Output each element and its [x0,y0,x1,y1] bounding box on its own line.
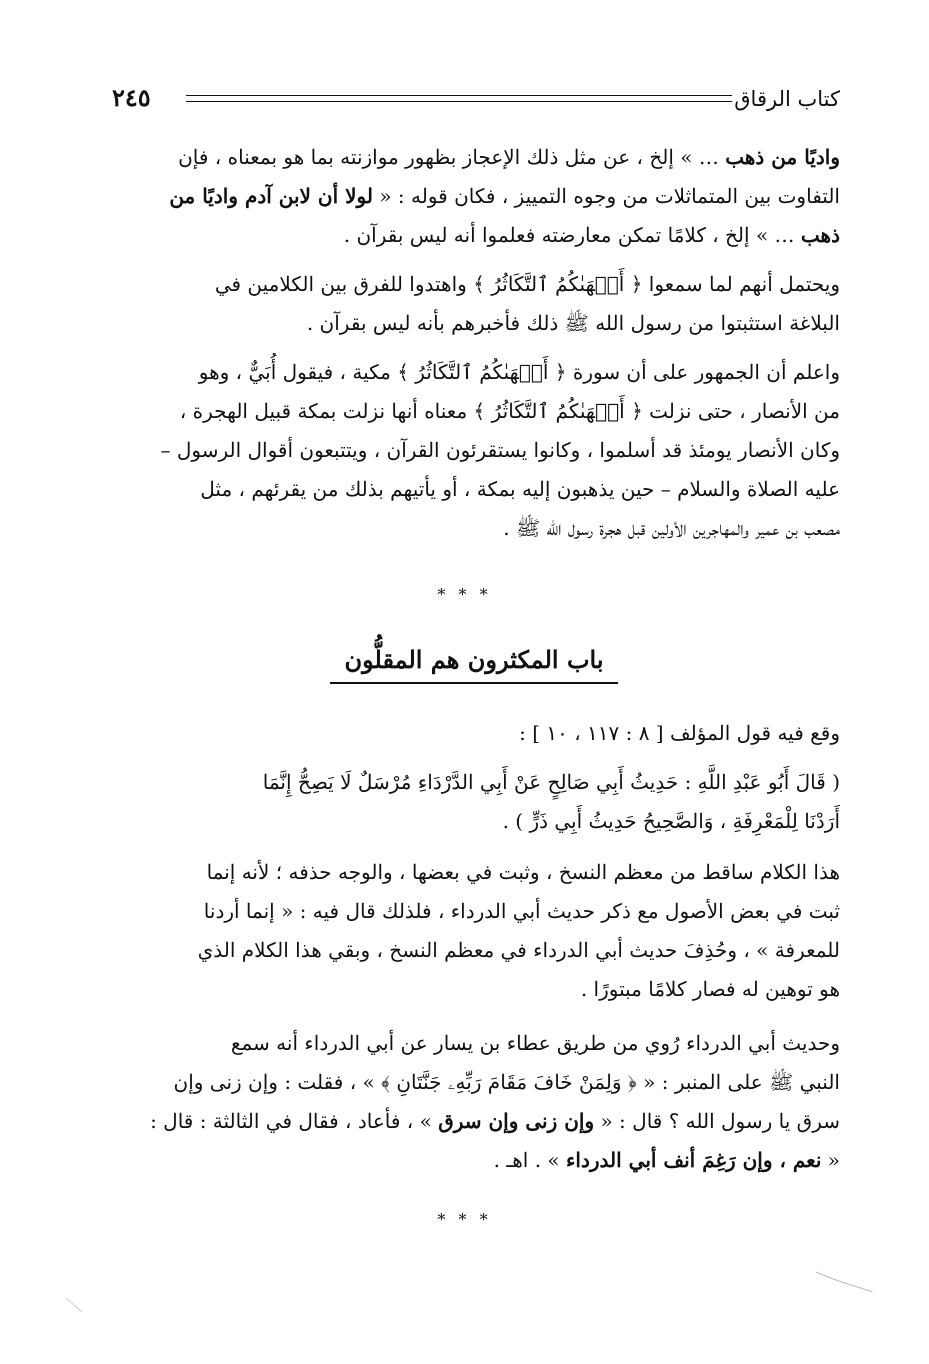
text-line [112,353,840,392]
text-line [112,1102,840,1141]
text-run: وكان الأنصار يومئذ قد أسلموا ، وكانوا يستقرئون القرآن ، ويتتبعون أقوال الرسول – [160,438,840,462]
text-line [112,970,840,1009]
bold-phrase: لولا أن لابن آدم واديًا من [169,184,373,208]
page-number: ٢٤٥ [112,83,151,112]
text-line [112,216,840,255]
header-double-rule [186,95,732,102]
section-separator-2: * * * [437,1210,492,1229]
chapter-title-underline [330,682,618,684]
text-run: … » إلخ ، عن مثل ذلك الإعجاز بظهور موازنته بما هو بمعناه ، فإن [178,145,726,169]
paragraph-1 [112,138,840,255]
text-run: النبي ﷺ على المنبر : « ﴿ وَلِمَنْ خَافَ مَقَامَ رَبِّهِۦ جَنَّتَانِ ﴾ » ، فقلت : وإن زنى وإن [173,1070,840,1094]
text-run: عليه الصلاة والسلام – حين يذهبون إليه بمكة ، أو يأتيهم بذلك من يقرئهم ، مثل [200,477,840,501]
paragraph-7 [112,1024,840,1180]
text-line [112,1141,840,1180]
bold-phrase: واديًا من ذهب [725,145,840,169]
text-run: وقع فيه قول المؤلف [ ٨ : ١١٧ ، ١٠ ] : [519,721,840,745]
text-line [112,509,840,548]
paragraph-5-quote [112,763,840,841]
text-run: البلاغة استثبتوا من رسول الله ﷺ ذلك فأخبرهم بأنه ليس بقرآن . [306,311,840,335]
text-run: التفاوت بين المتماثلات من وجوه التمييز ، فكان قوله : « [372,184,840,208]
text-line [112,470,840,509]
text-line [112,931,840,970]
text-line [112,714,840,753]
text-run: سرق يا رسول الله ؟ قال : « [594,1109,840,1133]
text-line [112,177,840,216]
text-run: ثبت في بعض الأصول مع ذكر حديث أبي الدرداء ، فلذلك قال فيه : « إنما أردنا [203,899,840,923]
text-line [112,802,840,841]
text-run: وحديث أبي الدرداء رُوي من طريق عطاء بن يسار عن أبي الدرداء أنه سمع [230,1031,840,1055]
text-line [112,265,840,304]
chapter-title: باب المكثرون هم المقلُّون [344,645,604,674]
text-line [112,892,840,931]
text-line [112,304,840,343]
text-line [112,431,840,470]
text-run: من الأنصار ، حتى نزلت ﴿ أَلۡهَىٰكُمُ ٱلتَّكَاثُرُ ﴾ معناه أنها نزلت بمكة قبيل الهجرة ، [179,399,840,423]
text-run: هو توهين له فصار كلامًا مبتورًا . [580,977,840,1001]
text-line [112,138,840,177]
paragraph-3 [112,353,840,548]
text-line [112,853,840,892]
bold-phrase: وإن زنى وإن سرق [438,1109,595,1133]
text-line [112,1024,840,1063]
text-run: مصعب بن عمير والمهاجرين الأولين قبل هجرة رسول الله ﷺ . [503,516,840,540]
text-line [112,392,840,431]
text-run: للمعرفة » ، وحُذِفَ حديث أبي الدرداء في معظم النسخ ، وبقي هذا الكلام الذي [197,938,840,962]
text-run: » . اهـ . [493,1148,567,1172]
text-line [112,763,840,802]
scan-mark [64,1296,84,1314]
text-run: ( قَالَ أَبُو عَبْدِ اللَّهِ : حَدِيثُ أَبِي صَالِحٍ عَنْ أَبِي الدَّرْدَاءِ مُرْسَلٌ لَا يَصِحُّ إِنَّمَا [262,770,840,794]
paragraph-4 [112,714,840,753]
bold-phrase: ذهب [800,223,840,247]
text-run: ويحتمل أنهم لما سمعوا ﴿ أَلۡهَىٰكُمُ ٱلتَّكَاثُرُ ﴾ واهتدوا للفرق بين الكلامين في [214,272,840,296]
text-run: واعلم أن الجمهور على أن سورة ﴿ أَلۡهَىٰكُمُ ٱلتَّكَاثُرُ ﴾ مكية ، فيقول أُبَيٌّ ، وهو [198,360,840,384]
text-run: أَرَدْنَا لِلْمَعْرِفَةِ ، وَالصَّحِيحُ حَدِيثُ أَبِي ذَرٍّ ) . [502,809,840,833]
text-run: » ، فأعاد ، فقال في الثالثة : قال : [150,1109,439,1133]
text-run: « [821,1148,840,1172]
bold-phrase: نعم ، وإن رَغِمَ أنف أبي الدرداء [566,1148,822,1172]
header-title: كتاب الرقاق [734,87,840,111]
section-separator-1: * * * [437,585,492,604]
paragraph-2 [112,265,840,343]
text-run: … » إلخ ، كلامًا تمكن معارضته فعلموا أنه ليس بقرآن . [343,223,801,247]
running-header [112,84,840,120]
scan-mark [814,1266,874,1294]
paragraph-6 [112,853,840,1009]
text-line [112,1063,840,1102]
text-run: هذا الكلام ساقط من معظم النسخ ، وثبت في بعضها ، والوجه حذفه ؛ لأنه إنما [206,860,840,884]
